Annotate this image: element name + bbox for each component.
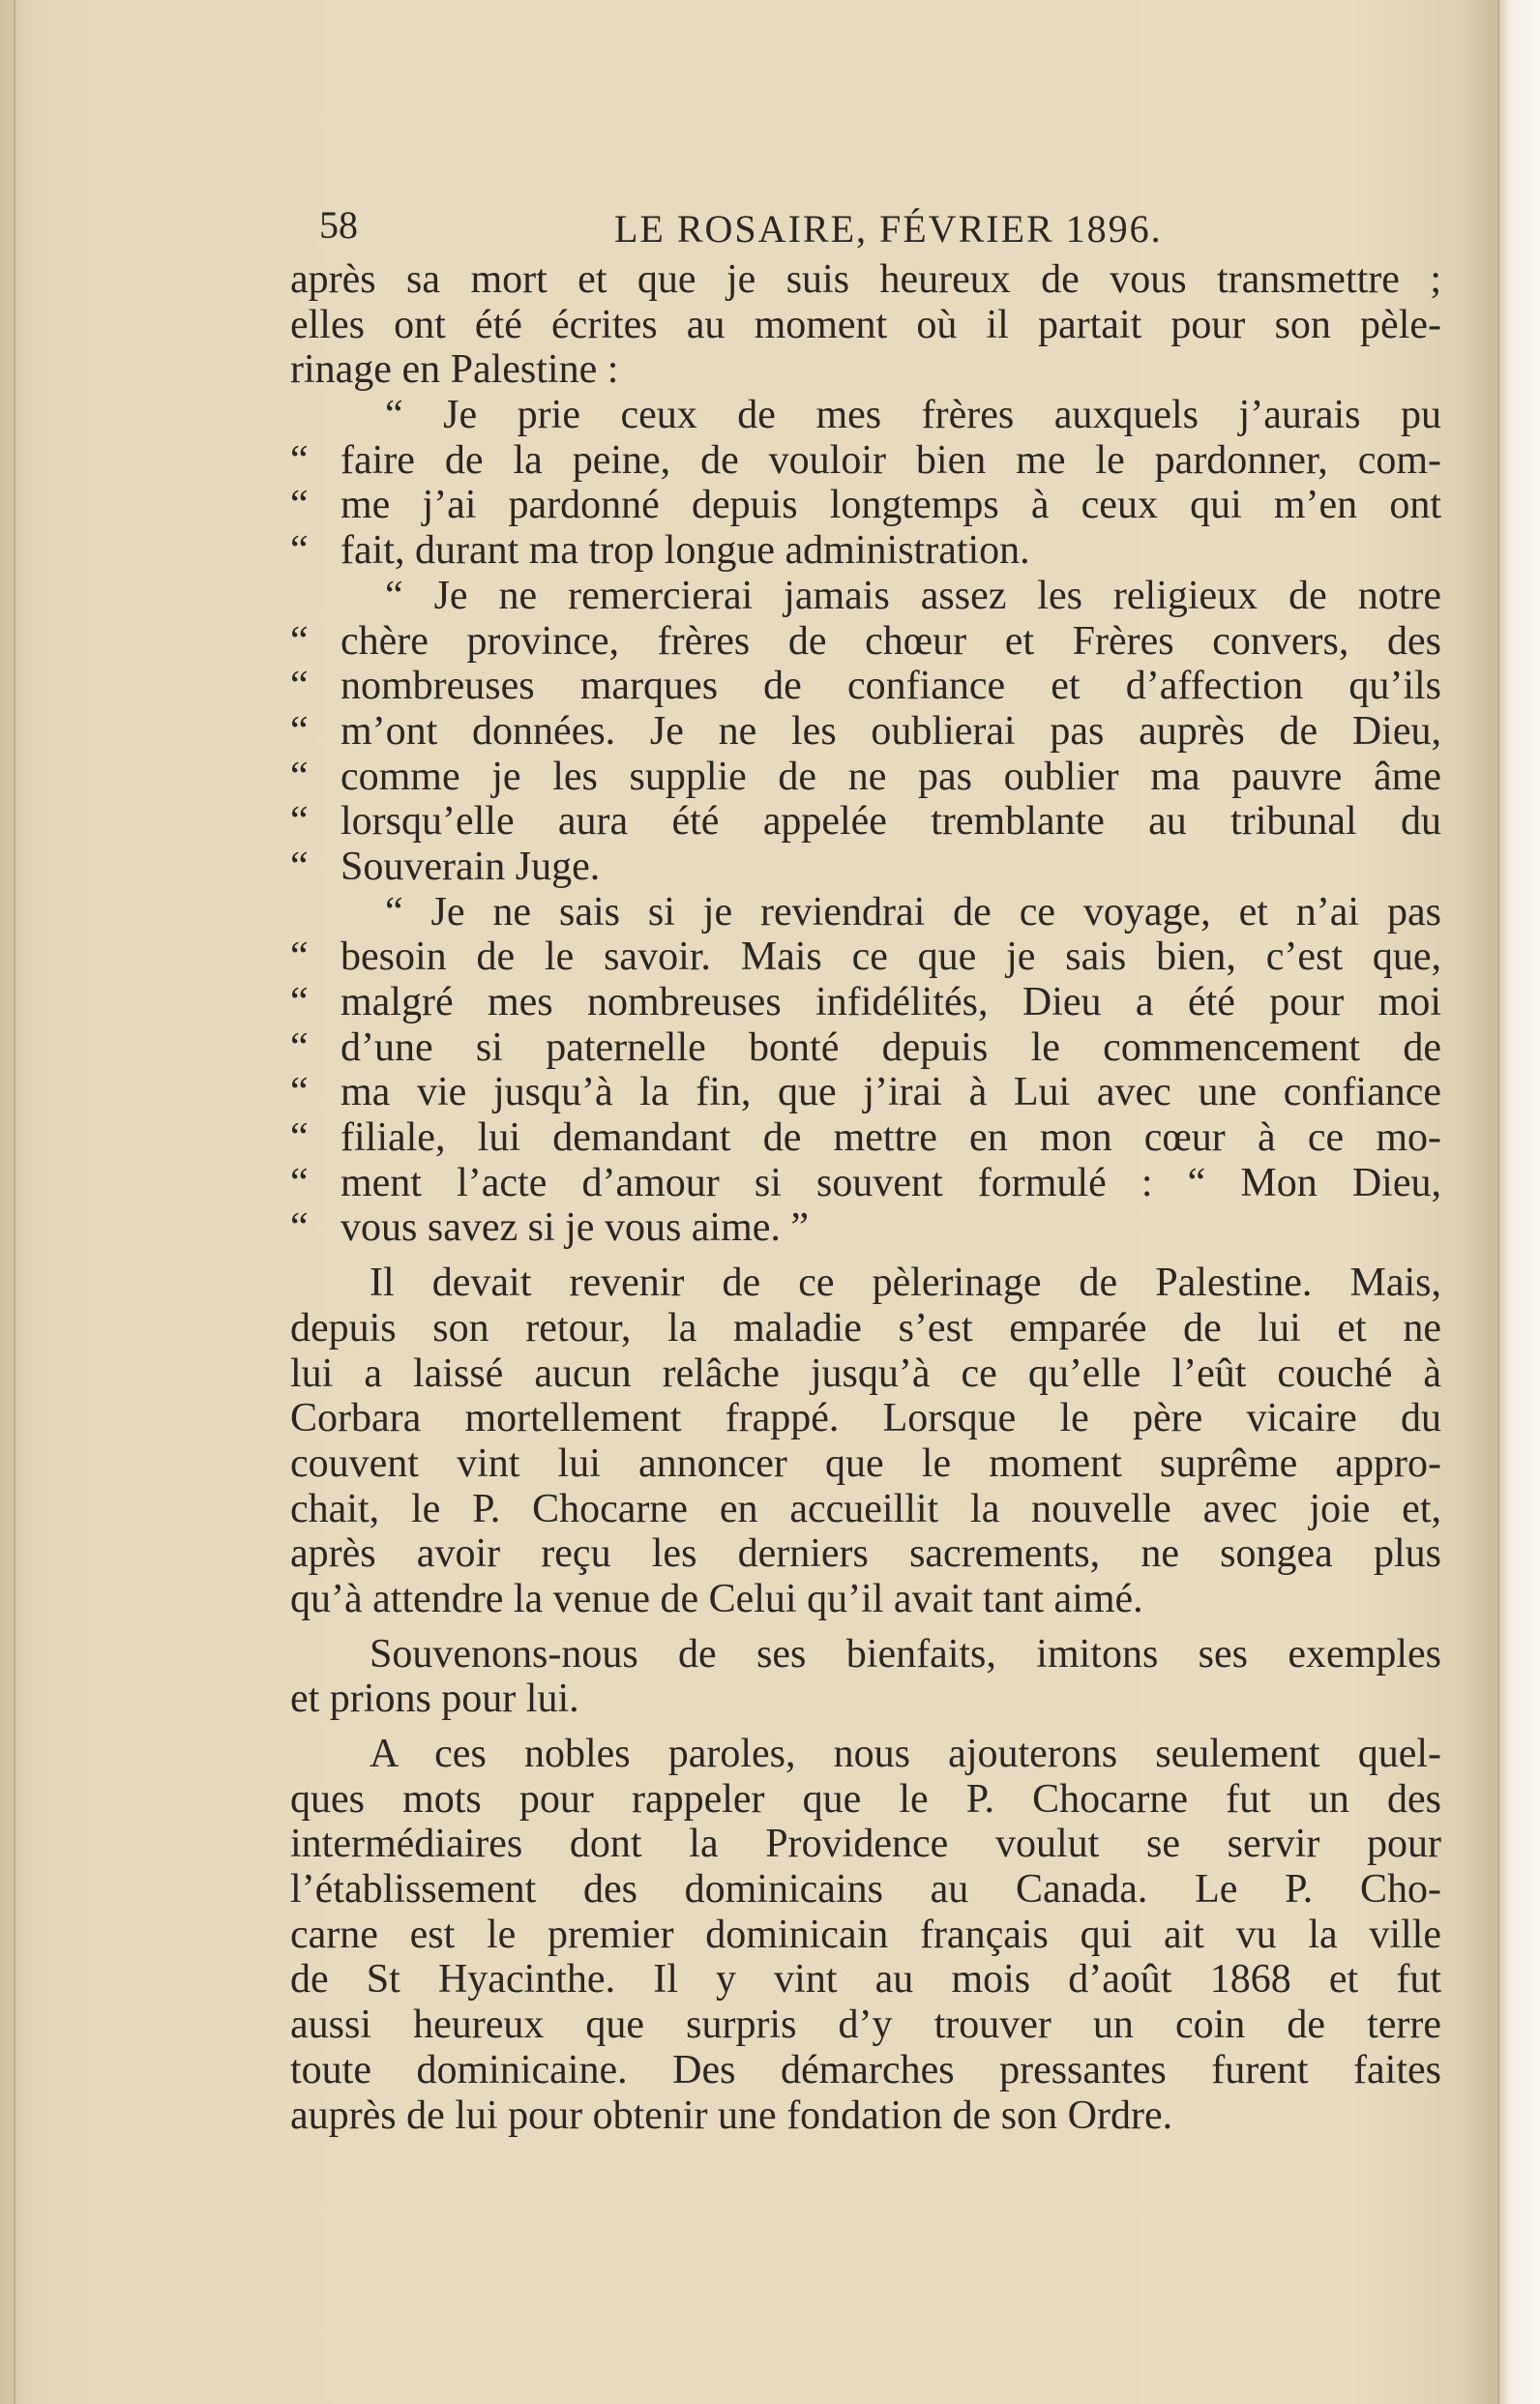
text-line xyxy=(290,1867,1441,1913)
page-edge xyxy=(1497,0,1499,2404)
binding-edge xyxy=(14,0,15,2404)
quote-mark: “ xyxy=(290,528,309,574)
text-line xyxy=(290,1351,1441,1397)
page-text xyxy=(290,184,1441,2138)
line-text: me j’ai pardonné depuis longtemps à ceux qui m’en ont xyxy=(341,483,1441,528)
line-text: Souverain Juge. xyxy=(341,844,601,889)
text-line xyxy=(290,2003,1441,2048)
paragraph xyxy=(290,1261,1441,1622)
text-line xyxy=(290,1732,1441,1777)
line-text: fait, durant ma trop longue administration. xyxy=(341,528,1030,574)
line-text: carne est le premier dominicain français qui ait vu la ville xyxy=(290,1912,1441,1957)
text-line xyxy=(290,1531,1441,1577)
quote-mark: “ xyxy=(290,483,309,528)
quote-mark: “ xyxy=(290,935,309,980)
text-line xyxy=(290,1441,1441,1487)
line-text: Corbara mortellement frappé. Lorsque le père vicaire du xyxy=(290,1396,1441,1441)
line-text: chait, le P. Chocarne en accueillit la nouvelle avec joie et, xyxy=(290,1486,1441,1531)
page-number: 58 xyxy=(319,203,358,247)
text-line xyxy=(290,257,1441,303)
paragraph xyxy=(290,574,1441,890)
text-line xyxy=(290,1777,1441,1823)
line-text: faire de la peine, de vouloir bien me le pardonner, com- xyxy=(341,437,1441,483)
line-text: m’ont données. Je ne les oublierai pas auprès de Dieu, xyxy=(341,708,1441,754)
line-text: après avoir reçu les derniers sacrements, ne songea plus xyxy=(290,1531,1441,1577)
quote-mark: “ xyxy=(290,1115,309,1161)
line-text: toute dominicaine. Des démarches pressantes furent faites xyxy=(290,2047,1441,2092)
paragraph xyxy=(290,257,1441,393)
line-text: depuis son retour, la maladie s’est emparée de lui et ne xyxy=(290,1305,1441,1350)
line-text: vous savez si je vous aime. ” xyxy=(341,1205,810,1251)
line-text: après sa mort et que je suis heureux de vous transmettre ; xyxy=(290,257,1441,302)
text-line xyxy=(290,528,1441,574)
line-text: Je ne remercierai jamais assez les religieux de notre xyxy=(433,573,1441,618)
text-line xyxy=(290,755,1441,800)
quote-mark: “ xyxy=(290,754,309,799)
paragraph xyxy=(290,1632,1441,1722)
text-line xyxy=(290,1913,1441,1958)
line-text: elles ont été écrites au moment où il partait pour son pèle- xyxy=(290,302,1441,347)
line-text: de St Hyacinthe. Il y vint au mois d’août 1868 et fut xyxy=(290,1957,1441,2003)
text-line xyxy=(290,1115,1441,1161)
quote-mark: “ xyxy=(290,1070,309,1115)
line-text: besoin de le savoir. Mais ce que je sais bien, c’est que, xyxy=(341,935,1441,980)
text-line xyxy=(290,709,1441,755)
quote-mark: “ xyxy=(385,393,444,438)
text-line xyxy=(290,1396,1441,1441)
text-line xyxy=(290,1632,1441,1677)
page-header xyxy=(290,184,1441,257)
line-text: couvent vint lui annoncer que le moment suprême appro- xyxy=(290,1440,1441,1486)
quote-mark: “ xyxy=(290,1205,309,1251)
text-line xyxy=(290,1306,1441,1351)
text-line xyxy=(290,890,1441,935)
text-line xyxy=(290,1025,1441,1071)
quote-mark: “ xyxy=(290,980,309,1024)
text-line xyxy=(290,483,1441,528)
text-line xyxy=(290,2093,1441,2139)
text-line xyxy=(290,438,1441,484)
line-text: qu’à attendre la venue de Celui qu’il avait tant aimé. xyxy=(290,1576,1143,1621)
line-text: auprès de lui pour obtenir une fondation de son Ordre. xyxy=(290,2092,1173,2138)
text-line xyxy=(290,1487,1441,1532)
line-text: lorsqu’elle aura été appelée tremblante au tribunal du xyxy=(341,799,1441,845)
text-line xyxy=(290,574,1441,619)
text-line xyxy=(290,1577,1441,1622)
line-text: chère province, frères de chœur et Frères convers, des xyxy=(341,618,1441,664)
text-line xyxy=(290,845,1441,890)
line-text: comme je les supplie de ne pas oublier ma pauvre âme xyxy=(341,754,1441,799)
line-text: intermédiaires dont la Providence voulut se servir pour xyxy=(290,1822,1441,1867)
line-text: ques mots pour rappeler que le P. Chocarne fut un des xyxy=(290,1776,1441,1822)
line-text: lui a laissé aucun relâche jusqu’à ce qu’elle l’eût couché à xyxy=(290,1350,1441,1396)
line-text: ma vie jusqu’à la fin, que j’irai à Lui avec une confiance xyxy=(341,1070,1441,1115)
text-line xyxy=(290,1957,1441,2003)
text-line xyxy=(290,619,1441,665)
quote-mark: “ xyxy=(290,437,309,483)
paragraph xyxy=(290,890,1441,1252)
text-line xyxy=(290,799,1441,845)
quote-mark: “ xyxy=(290,799,309,845)
line-text: Il devait revenir de ce pèlerinage de Palestine. Mais, xyxy=(370,1261,1441,1306)
text-line xyxy=(290,347,1441,393)
text-line xyxy=(290,1205,1441,1251)
text-line xyxy=(290,1161,1441,1206)
quote-mark: “ xyxy=(290,1160,309,1205)
paragraph xyxy=(290,393,1441,574)
text-line xyxy=(290,935,1441,980)
quote-mark: “ xyxy=(290,1024,309,1070)
text-line xyxy=(290,980,1441,1025)
line-text: Je ne sais si je reviendrai de ce voyage, et n’ai pas xyxy=(430,889,1441,935)
line-text: filiale, lui demandant de mettre en mon cœur à ce mo- xyxy=(341,1115,1441,1161)
text-line xyxy=(290,2048,1441,2093)
line-text: d’une si paternelle bonté depuis le commencement de xyxy=(341,1024,1441,1070)
line-text: A ces nobles paroles, nous ajouterons seulement quel- xyxy=(370,1732,1441,1776)
quote-mark: “ xyxy=(290,618,309,664)
line-text: Souvenons-nous de ses bienfaits, imitons ses exemples xyxy=(370,1631,1441,1677)
paragraph xyxy=(290,1732,1441,2138)
line-text: aussi heureux que surpris d’y trouver un coin de terre xyxy=(290,2003,1441,2048)
quote-mark: “ xyxy=(290,708,309,754)
line-text: ment l’acte d’amour si souvent formulé : “ Mon Dieu, xyxy=(341,1160,1441,1205)
line-text: Je prie ceux de mes frères auxquels j’aurais pu xyxy=(443,393,1441,438)
running-title: LE ROSAIRE, FÉVRIER 1896. xyxy=(614,207,1163,251)
line-text: malgré mes nombreuses infidélités, Dieu a été pour moi xyxy=(341,980,1441,1024)
quote-mark: “ xyxy=(385,889,431,935)
body-text xyxy=(290,257,1441,2138)
quote-mark: “ xyxy=(290,844,309,889)
text-line xyxy=(290,1677,1441,1722)
text-line xyxy=(290,393,1441,438)
line-text: l’établissement des dominicains au Canada. Le P. Cho- xyxy=(290,1867,1441,1913)
line-text: et prions pour lui. xyxy=(290,1677,579,1722)
quote-mark: “ xyxy=(290,664,309,709)
text-line xyxy=(290,303,1441,348)
line-text: rinage en Palestine : xyxy=(290,347,619,393)
text-line xyxy=(290,664,1441,709)
text-line xyxy=(290,1822,1441,1867)
line-text: nombreuses marques de confiance et d’affection qu’ils xyxy=(341,664,1441,709)
text-line xyxy=(290,1070,1441,1115)
text-line xyxy=(290,1261,1441,1306)
quote-mark: “ xyxy=(385,573,434,618)
